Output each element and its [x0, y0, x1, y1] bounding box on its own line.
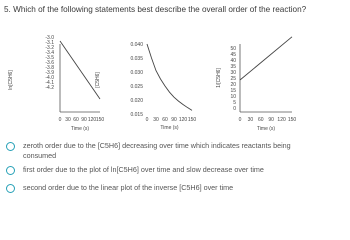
y-tick-label: 0.020: [130, 98, 143, 104]
x-tick-label: 60: [258, 117, 264, 123]
y-tick-label: 45: [230, 52, 236, 58]
y-tick-label: -3.1: [45, 40, 54, 46]
series-line: [147, 44, 192, 110]
y-tick-label: 0.030: [130, 70, 143, 76]
y-tick-label: 50: [230, 46, 236, 52]
option-label: zeroth order due to the [C5H6] decreasing over time which indicates reactants being consumed: [23, 141, 291, 160]
x-tick-label: 120: [277, 117, 286, 123]
option-first-order[interactable]: [6, 165, 323, 175]
x-axis-label: Time (s): [70, 126, 90, 132]
y-tick-label: -3.6: [45, 60, 54, 66]
y-tick-label: -4.0: [45, 75, 54, 81]
y-tick-label: 0.015: [130, 112, 143, 118]
y-tick-label: -4.1: [45, 80, 54, 86]
x-tick-label: 30: [247, 117, 254, 123]
option-zeroth-order[interactable]: [6, 141, 323, 161]
question-text: 5. Which of the following statements best describe the overall order of the reaction?: [4, 5, 307, 14]
y-tick-label: 40: [230, 58, 236, 64]
x-tick-label: 150: [187, 117, 197, 123]
x-tick-label: 150: [95, 117, 105, 123]
y-tick-label: -3.2: [45, 45, 54, 51]
x-axis-label: Time (s): [160, 125, 179, 131]
series-line: [240, 37, 292, 80]
radio-button[interactable]: [6, 184, 15, 193]
radio-button[interactable]: [6, 166, 15, 175]
y-tick-label: 20: [230, 82, 236, 88]
y-tick-label: 0.025: [130, 84, 143, 90]
y-tick-label: -3.4: [45, 50, 54, 56]
x-tick-label: 60: [162, 117, 168, 123]
series-line: [60, 41, 100, 99]
x-tick-label: 120: [87, 117, 97, 123]
y-tick-label: -3.0: [45, 35, 54, 41]
y-axis-label: [C5H6]: [95, 72, 101, 88]
option-label: second order due to the linear plot of the inverse [C5H6] over time: [23, 183, 234, 192]
x-tick-label: 0: [58, 117, 62, 123]
y-tick-label: 0.035: [130, 56, 143, 62]
y-tick-label: 0: [233, 106, 236, 112]
y-tick-label: 35: [230, 64, 236, 70]
option-label: first order due to the plot of ln[C5H6] over time and slow decrease over time: [23, 165, 264, 174]
y-tick-label: 15: [230, 88, 236, 94]
x-tick-label: 60: [73, 117, 79, 123]
x-tick-label: 90: [171, 117, 177, 123]
y-axis-label: ln[C5H6]: [8, 70, 14, 90]
radio-button[interactable]: [6, 142, 15, 151]
x-axis-label: Time (s): [256, 126, 276, 132]
y-tick-label: -3.9: [45, 70, 54, 76]
x-tick-label: 30: [65, 117, 71, 123]
y-tick-label: -3.8: [45, 65, 54, 71]
y-tick-label: 25: [230, 76, 236, 82]
x-tick-label: 120: [178, 117, 188, 123]
y-tick-label: -3.5: [45, 55, 54, 61]
x-tick-label: 0: [238, 117, 242, 123]
x-tick-label: 0: [145, 117, 149, 123]
x-tick-label: 150: [287, 117, 297, 123]
x-tick-label: 90: [268, 117, 274, 123]
y-tick-label: 30: [230, 70, 236, 76]
y-tick-label: 5: [233, 100, 236, 106]
y-tick-label: -4.2: [45, 85, 54, 91]
x-tick-label: 30: [153, 117, 159, 123]
y-axis-label: 1/[C5H6]: [216, 68, 222, 88]
option-second-order[interactable]: [6, 183, 323, 193]
y-tick-label: 0.040: [130, 42, 143, 48]
y-tick-label: 10: [230, 94, 236, 100]
x-tick-label: 90: [81, 117, 87, 123]
